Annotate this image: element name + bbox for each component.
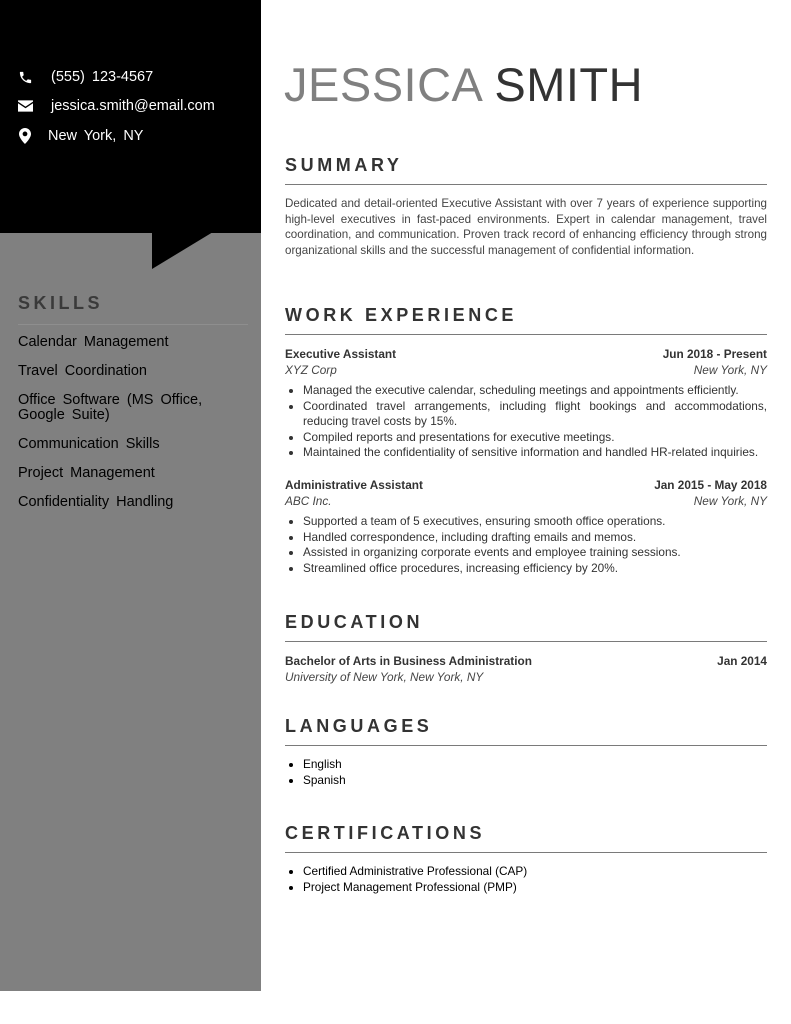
education-divider (285, 641, 767, 642)
bullet-item: • Assisted in organizing corporate events and employee training sessions. (303, 545, 767, 561)
job-company: XYZ Corp (285, 363, 337, 377)
graduation-date: Jan 2014 (717, 654, 767, 668)
certification-item: • Certified Administrative Professional (CAP) (303, 864, 767, 880)
experience-divider (285, 334, 767, 335)
contact-block (0, 0, 261, 233)
phone-icon (17, 69, 33, 85)
contact-location (17, 128, 143, 144)
sidebar (0, 0, 261, 991)
bullet-item: • Managed the executive calendar, scheduling meetings and appointments efficiently. (303, 383, 767, 399)
skill-item: Calendar Management (18, 334, 169, 350)
languages-list (285, 757, 767, 788)
envelope-icon (17, 98, 33, 114)
degree: Bachelor of Arts in Business Administration (285, 654, 532, 668)
job-entry (285, 347, 767, 461)
certifications-heading: CERTIFICATIONS (285, 823, 486, 843)
certifications-list (285, 864, 767, 895)
job-bullets (285, 383, 767, 461)
skill-item: Project Management (18, 465, 155, 481)
job-location: New York, NY (693, 494, 767, 508)
language-item: • Spanish (303, 773, 767, 789)
job-company: ABC Inc. (285, 494, 332, 508)
experience-heading: WORK EXPERIENCE (285, 305, 518, 325)
job-dates: Jun 2018 - Present (662, 347, 767, 361)
email-link[interactable]: jessica.smith@email.com (51, 98, 215, 114)
certification-item: • Project Management Professional (PMP) (303, 880, 767, 896)
skill-item: Communication Skills (18, 436, 160, 452)
bullet-item: • Coordinated travel arrangements, including flight bookings and accommodations, reducing travel costs by 15%. (303, 399, 767, 430)
job-title: Administrative Assistant (285, 478, 423, 492)
job-title: Executive Assistant (285, 347, 397, 361)
first-name: JESSICA (284, 58, 481, 111)
contact-email (17, 98, 215, 114)
language-item: • English (303, 757, 767, 773)
languages-divider (285, 745, 767, 746)
summary-divider (285, 184, 767, 185)
school: University of New York, New York, NY (285, 670, 484, 684)
education-heading: EDUCATION (285, 612, 424, 632)
skills-divider (18, 324, 248, 325)
summary-heading: SUMMARY (285, 155, 403, 175)
bullet-item: • Handled correspondence, including drafting emails and memos. (303, 530, 767, 546)
job-bullets (285, 514, 767, 576)
skills-heading: SKILLS (18, 293, 104, 313)
phone-text: (555) 123-4567 (51, 69, 154, 85)
education-entry (285, 654, 767, 686)
last-name: SMITH (494, 58, 644, 111)
summary-text: Dedicated and detail-oriented Executive Assistant with over 7 years of experience supporting high-level executives in fast-paced environments. Expert in calendar management, travel coordination, and communication. Proven track record of enhancing efficiency through strong organizational skills and the successful management of confidential information. (285, 197, 767, 257)
job-dates: Jan 2015 - May 2018 (654, 478, 767, 492)
contact-phone (17, 69, 153, 85)
bullet-item: • Compiled reports and presentations for executive meetings. (303, 430, 767, 446)
map-marker-icon (17, 128, 33, 144)
skills-list (18, 335, 248, 524)
contact-notch (152, 232, 213, 269)
languages-heading: LANGUAGES (285, 716, 433, 736)
skill-item: Travel Coordination (18, 363, 147, 379)
bullet-item: • Streamlined office procedures, increasing efficiency by 20%. (303, 561, 767, 577)
job-location: New York, NY (693, 363, 767, 377)
certifications-divider (285, 852, 767, 853)
candidate-name (284, 58, 643, 112)
location-text: New York, NY (48, 128, 144, 144)
bullet-item: • Maintained the confidentiality of sensitive information and handled HR-related inquiries. (303, 445, 767, 461)
job-entry (285, 478, 767, 576)
skill-item: Confidentiality Handling (18, 494, 174, 510)
skill-item: Office Software (MS Office, Google Suite) (18, 392, 203, 423)
bullet-item: • Supported a team of 5 executives, ensuring smooth office operations. (303, 514, 767, 530)
